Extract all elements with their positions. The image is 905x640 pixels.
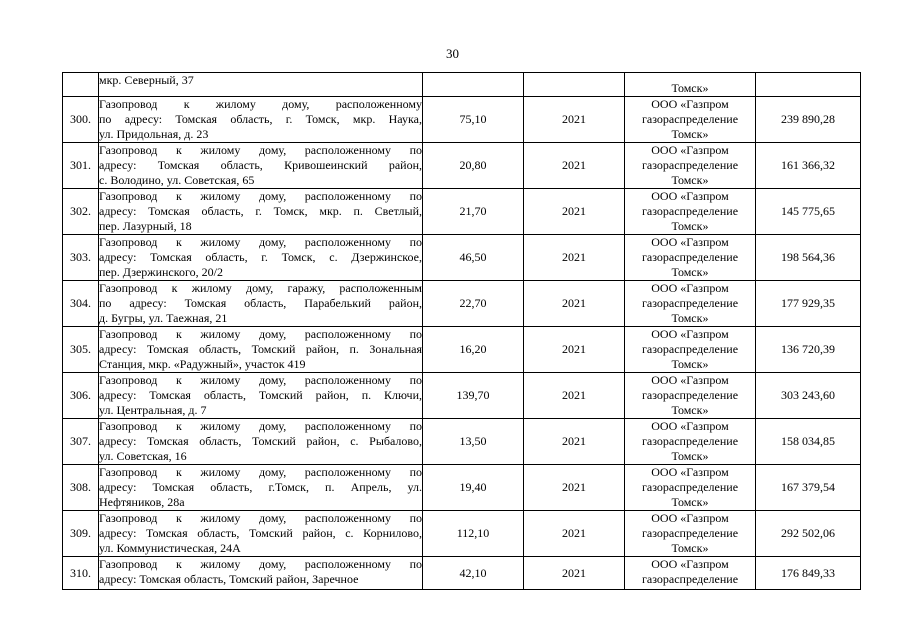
cell-number: 310. (63, 557, 99, 590)
organization-line: Томск» (671, 219, 709, 233)
description-line: ул. Коммунистическая, 24А (99, 541, 241, 555)
cell-year: 2021 (524, 373, 625, 419)
table-row (63, 373, 861, 419)
cell-length: 19,40 (423, 465, 524, 511)
organization-line: газораспределение (641, 112, 739, 126)
cell-description (99, 557, 423, 590)
description-line: адресу: Томская область, г.Томск, п. Апрель, ул. (99, 480, 422, 494)
cell-cost: 176 849,33 (756, 557, 861, 590)
cell-year: 2021 (524, 419, 625, 465)
cell-organization (625, 143, 756, 189)
description-line: Газопровод к жилому дому, расположенному по (99, 373, 422, 387)
organization-line: ООО «Газпром (651, 419, 729, 433)
organization-line: ООО «Газпром (651, 557, 729, 571)
cell-description (99, 189, 423, 235)
cell-cost (756, 73, 861, 97)
organization-line: ООО «Газпром (651, 143, 729, 157)
cell-description (99, 327, 423, 373)
cell-length: 112,10 (423, 511, 524, 557)
page-number: 30 (446, 46, 459, 61)
description-line: ул. Придольная, д. 23 (99, 127, 209, 141)
description-line: ул. Советская, 16 (99, 449, 187, 463)
description-line: Газопровод к жилому дому, расположенному (99, 97, 422, 111)
organization-line: газораспределение (641, 342, 739, 356)
cell-organization (625, 511, 756, 557)
cell-cost: 198 564,36 (756, 235, 861, 281)
table-row (63, 557, 861, 590)
cell-description (99, 373, 423, 419)
organization-line: газораспределение (641, 480, 739, 494)
table-row (63, 419, 861, 465)
cell-length: 75,10 (423, 97, 524, 143)
cell-number: 309. (63, 511, 99, 557)
table-row (63, 189, 861, 235)
cell-description (99, 511, 423, 557)
organization-line: ООО «Газпром (651, 189, 729, 203)
description-line: ул. Центральная, д. 7 (99, 403, 207, 417)
cell-cost: 136 720,39 (756, 327, 861, 373)
cell-length: 42,10 (423, 557, 524, 590)
organization-line: газораспределение (641, 204, 739, 218)
description-line: по адресу: Томская область, Парабелький район, (99, 296, 422, 310)
description-line: по адресу: Томская область, г. Томск, мкр. Наука, (99, 112, 422, 126)
description-line: Газопровод к жилому дому, расположенному по (99, 143, 422, 157)
organization-line: ООО «Газпром (651, 511, 729, 525)
cell-number: 305. (63, 327, 99, 373)
description-line: адресу: Томская область, Томский район, с. Корнилово, (99, 526, 422, 540)
organization-line: газораспределение (641, 572, 739, 586)
table-row (63, 235, 861, 281)
organization-line: ООО «Газпром (651, 327, 729, 341)
description-line: д. Бугры, ул. Таежная, 21 (99, 311, 228, 325)
cell-organization (625, 465, 756, 511)
cell-cost: 158 034,85 (756, 419, 861, 465)
cell-description (99, 281, 423, 327)
cell-organization (625, 557, 756, 590)
cell-year: 2021 (524, 235, 625, 281)
cell-year: 2021 (524, 189, 625, 235)
cell-year: 2021 (524, 327, 625, 373)
description-line: Станция, мкр. «Радужный», участок 419 (99, 357, 306, 371)
organization-line: Томск» (671, 265, 709, 279)
cell-number: 300. (63, 97, 99, 143)
table-row (63, 511, 861, 557)
table-row (63, 97, 861, 143)
table-row-continuation (63, 73, 861, 97)
table-row (63, 143, 861, 189)
cell-number: 308. (63, 465, 99, 511)
cell-organization (625, 373, 756, 419)
organization-line: Томск» (671, 173, 709, 187)
description-line: Газопровод к жилому дому, расположенному по (99, 419, 422, 433)
description-line: Газопровод к жилому дому, расположенному по (99, 511, 422, 525)
description-line: мкр. Северный, 37 (99, 73, 194, 87)
cell-number: 303. (63, 235, 99, 281)
organization-line: ООО «Газпром (651, 235, 729, 249)
cell-length: 20,80 (423, 143, 524, 189)
table-row (63, 327, 861, 373)
cell-organization (625, 419, 756, 465)
organization-line: Томск» (671, 403, 709, 417)
description-line: Газопровод к жилому дому, расположенному по (99, 235, 422, 249)
cell-cost: 145 775,65 (756, 189, 861, 235)
organization-line: Томск» (671, 127, 709, 141)
cell-year: 2021 (524, 511, 625, 557)
cell-length: 46,50 (423, 235, 524, 281)
cell-year: 2021 (524, 465, 625, 511)
organization-line: газораспределение (641, 388, 739, 402)
description-line: Газопровод к жилому дому, расположенному по (99, 327, 422, 341)
cell-year: 2021 (524, 143, 625, 189)
organization-line: газораспределение (641, 250, 739, 264)
cell-description (99, 97, 423, 143)
description-line: Газопровод к жилому дому, расположенному по (99, 465, 422, 479)
cell-description (99, 143, 423, 189)
cell-description (99, 465, 423, 511)
cell-length (423, 73, 524, 97)
cell-description (99, 235, 423, 281)
description-line: пер. Лазурный, 18 (99, 219, 192, 233)
cell-organization (625, 281, 756, 327)
register-table-body (63, 73, 861, 590)
cell-cost: 161 366,32 (756, 143, 861, 189)
organization-line: газораспределение (641, 434, 739, 448)
cell-length: 21,70 (423, 189, 524, 235)
cell-number: 306. (63, 373, 99, 419)
cell-description (99, 419, 423, 465)
cell-number: 302. (63, 189, 99, 235)
description-line: адресу: Томская область, Томский район, с. Рыбалово, (99, 434, 422, 448)
organization-line: Томск» (671, 495, 709, 509)
cell-year: 2021 (524, 97, 625, 143)
description-line: адресу: Томская область, Кривошеинский район, (99, 158, 422, 172)
cell-number (63, 73, 99, 97)
cell-length: 22,70 (423, 281, 524, 327)
description-line: Газопровод к жилому дому, расположенному по (99, 189, 422, 203)
description-line: адресу: Томская область, г. Томск, с. Дзержинское, (99, 250, 422, 264)
cell-description (99, 73, 423, 97)
cell-cost: 292 502,06 (756, 511, 861, 557)
table-row (63, 465, 861, 511)
description-line: адресу: Томская область, Томский район, п. Зональная (99, 342, 422, 356)
description-line: с. Володино, ул. Советская, 65 (99, 173, 255, 187)
description-line: адресу: Томская область, г. Томск, мкр. п. Светлый, (99, 204, 422, 218)
description-line: адресу: Томская область, Томский район, Заречное (99, 572, 359, 586)
cell-year: 2021 (524, 281, 625, 327)
description-line: Нефтяников, 28а (99, 495, 185, 509)
cell-organization (625, 189, 756, 235)
cell-length: 13,50 (423, 419, 524, 465)
cell-year: 2021 (524, 557, 625, 590)
organization-line: газораспределение (641, 526, 739, 540)
description-line: Газопровод к жилому дому, расположенному по (99, 557, 422, 571)
organization-line: Томск» (671, 311, 709, 325)
table-row (63, 281, 861, 327)
cell-length: 139,70 (423, 373, 524, 419)
cell-cost: 239 890,28 (756, 97, 861, 143)
cell-number: 304. (63, 281, 99, 327)
organization-line: газораспределение (641, 158, 739, 172)
cell-number: 307. (63, 419, 99, 465)
organization-line: ООО «Газпром (651, 373, 729, 387)
cell-organization (625, 327, 756, 373)
cell-year (524, 73, 625, 97)
cell-organization (625, 235, 756, 281)
cell-length: 16,20 (423, 327, 524, 373)
organization-line: ООО «Газпром (651, 281, 729, 295)
cell-cost: 177 929,35 (756, 281, 861, 327)
organization-line: Томск» (671, 541, 709, 555)
organization-line: ООО «Газпром (651, 97, 729, 111)
organization-line: Томск» (671, 357, 709, 371)
register-table (62, 72, 861, 590)
description-line: Газопровод к жилому дому, гаражу, расположенным (99, 281, 422, 295)
cell-cost: 303 243,60 (756, 373, 861, 419)
description-line: адресу: Томская область, Томский район, п. Ключи, (99, 388, 422, 402)
cell-number: 301. (63, 143, 99, 189)
description-line: пер. Дзержинского, 20/2 (99, 265, 223, 279)
cell-cost: 167 379,54 (756, 465, 861, 511)
cell-organization (625, 97, 756, 143)
cell-organization: Томск» (625, 73, 756, 97)
organization-line: газораспределение (641, 296, 739, 310)
organization-line: ООО «Газпром (651, 465, 729, 479)
organization-line: Томск» (671, 449, 709, 463)
